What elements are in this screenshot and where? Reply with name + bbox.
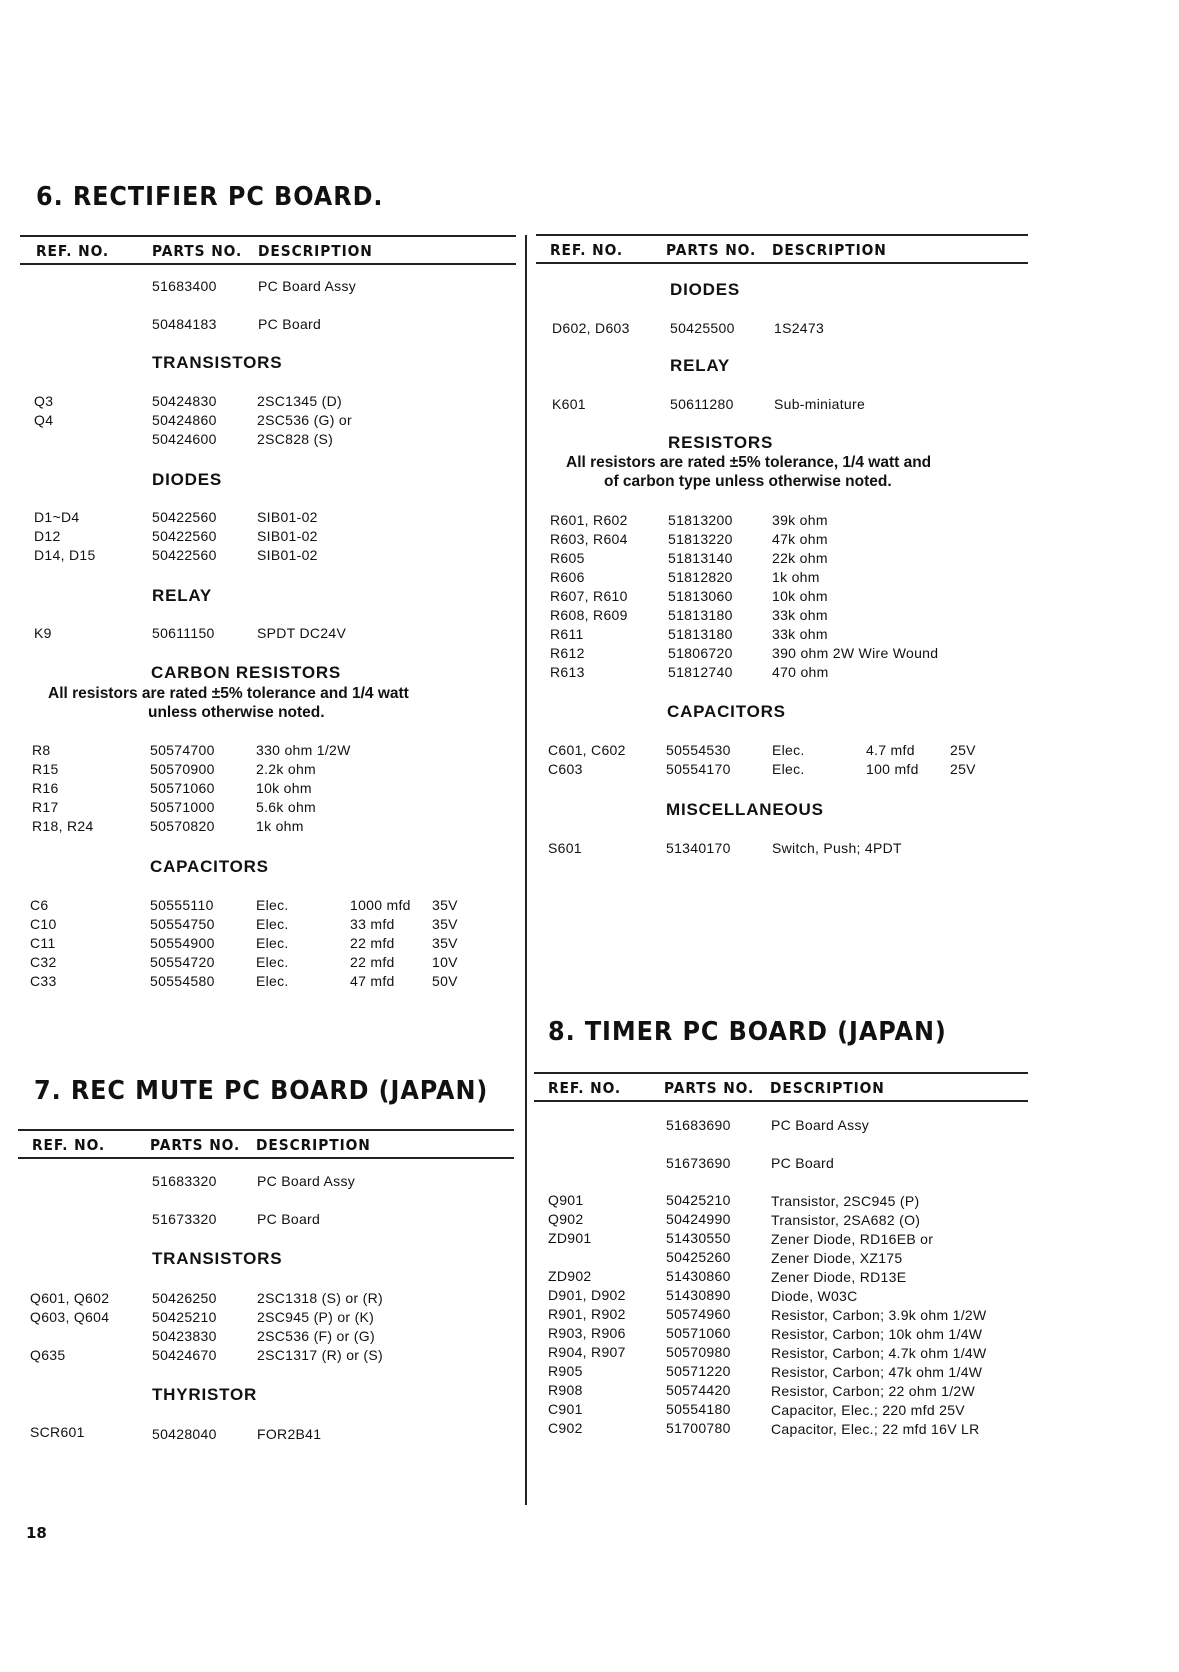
part-number: 50422560 xyxy=(152,528,217,544)
col-ref-no: REF. NO. xyxy=(548,1079,622,1097)
part-description: 1k ohm xyxy=(256,818,304,834)
ref-number: C32 xyxy=(30,954,57,970)
part-description: 33k ohm xyxy=(772,626,828,642)
ref-number: C603 xyxy=(548,761,583,777)
part-description: Diode, W03C xyxy=(771,1288,858,1304)
part-description: 33k ohm xyxy=(772,607,828,623)
part-description: Resistor, Carbon; 22 ohm 1/2W xyxy=(771,1383,976,1399)
ref-number: Q603, Q604 xyxy=(30,1309,110,1325)
ref-number: ZD901 xyxy=(548,1230,592,1246)
ref-number: R17 xyxy=(32,799,59,815)
part-description: 10k ohm xyxy=(256,780,312,796)
ref-number: C33 xyxy=(30,973,57,989)
part-number: 51813180 xyxy=(668,626,733,642)
part-description: SPDT DC24V xyxy=(257,625,347,641)
part-number: 51430550 xyxy=(666,1230,731,1246)
part-description: 2.2k ohm xyxy=(256,761,316,777)
part-description: Resistor, Carbon; 10k ohm 1/4W xyxy=(771,1326,983,1342)
part-description: PC Board Assy xyxy=(257,1173,356,1189)
part-number: 51813200 xyxy=(668,512,733,528)
col-parts-no: PARTS NO. xyxy=(666,241,757,259)
ref-number: R606 xyxy=(550,569,585,585)
part-number: 50424670 xyxy=(152,1347,217,1363)
group-heading-diodes: DIODES xyxy=(152,470,222,489)
part-description: 390 ohm 2W Wire Wound xyxy=(772,645,939,661)
ref-number: C902 xyxy=(548,1420,583,1436)
ref-number: D901, D902 xyxy=(548,1287,626,1303)
part-number: 50555110 xyxy=(150,897,214,913)
ref-number: R904, R907 xyxy=(548,1344,626,1360)
part-number: 50422560 xyxy=(152,547,217,563)
ref-number: R612 xyxy=(550,645,585,661)
part-number: 50570900 xyxy=(150,761,215,777)
ref-number: R903, R906 xyxy=(548,1325,626,1341)
section-8-title: 8. TIMER PC BOARD (JAPAN) xyxy=(548,1017,947,1047)
part-description: Transistor, 2SA682 (O) xyxy=(771,1212,921,1228)
resistor-note-line-2: unless otherwise noted. xyxy=(148,704,325,721)
part-number: 50423830 xyxy=(152,1328,217,1344)
ref-number: Q601, Q602 xyxy=(30,1290,110,1306)
ref-number: R8 xyxy=(32,742,51,758)
part-number: 50554170 xyxy=(666,761,731,777)
capacitance: 22 mfd xyxy=(350,954,395,970)
part-number: 51700780 xyxy=(666,1420,731,1436)
part-number: 50422560 xyxy=(152,509,217,525)
part-number: 50574700 xyxy=(150,742,215,758)
part-description: Zener Diode, RD16EB or xyxy=(771,1231,934,1247)
part-description: 1S2473 xyxy=(774,320,825,336)
part-description: Elec. xyxy=(256,935,289,951)
part-description: Elec. xyxy=(256,897,289,913)
ref-number: Q4 xyxy=(34,412,54,428)
part-description: 2SC536 (G) or xyxy=(257,412,352,428)
part-description: 2SC945 (P) or (K) xyxy=(257,1309,375,1325)
col-ref-no: REF. NO. xyxy=(36,242,110,260)
part-number: 50484183 xyxy=(152,316,217,332)
ref-number: C6 xyxy=(30,897,49,913)
ref-number: R15 xyxy=(32,761,59,777)
ref-number: C10 xyxy=(30,916,57,932)
column-divider xyxy=(525,235,527,1505)
ref-number: C601, C602 xyxy=(548,742,626,758)
part-number: 50554750 xyxy=(150,916,215,932)
ref-number: C11 xyxy=(30,935,56,951)
part-number: 51812820 xyxy=(668,569,733,585)
part-description: SIB01-02 xyxy=(257,547,318,563)
part-description: Resistor, Carbon; 47k ohm 1/4W xyxy=(771,1364,983,1380)
part-number: 51430860 xyxy=(666,1268,731,1284)
group-heading-relay: RELAY xyxy=(152,586,213,605)
part-number: 50424600 xyxy=(152,431,217,447)
part-number: 50424860 xyxy=(152,412,217,428)
col-parts-no: PARTS NO. xyxy=(152,242,243,260)
part-number: 51683320 xyxy=(152,1173,217,1189)
group-heading-transistors: TRANSISTORS xyxy=(152,1249,283,1268)
part-number: 50554530 xyxy=(666,742,731,758)
capacitance: 33 mfd xyxy=(350,916,395,932)
part-number: 51673320 xyxy=(152,1211,217,1227)
part-number: 50571060 xyxy=(150,780,215,796)
part-number: 50425500 xyxy=(670,320,735,336)
col-ref-no: REF. NO. xyxy=(550,241,624,259)
ref-number: S601 xyxy=(548,840,582,856)
part-description: PC Board xyxy=(771,1155,835,1171)
part-description: Sub-miniature xyxy=(774,396,866,412)
capacitance: 47 mfd xyxy=(350,973,395,989)
capacitance: 22 mfd xyxy=(350,935,395,951)
part-number: 51430890 xyxy=(666,1287,731,1303)
part-number: 51813220 xyxy=(668,531,733,547)
part-number: 50571220 xyxy=(666,1363,731,1379)
part-description: Zener Diode, XZ175 xyxy=(771,1250,903,1266)
part-description: Capacitor, Elec.; 22 mfd 16V LR xyxy=(771,1421,980,1437)
ref-number: Q902 xyxy=(548,1211,584,1227)
ref-number: R18, R24 xyxy=(32,818,94,834)
ref-number: R901, R902 xyxy=(548,1306,626,1322)
resistor-note-line-1: All resistors are rated ±5% tolerance, 1/4 watt and xyxy=(566,454,932,471)
voltage: 35V xyxy=(432,897,458,913)
voltage: 25V xyxy=(950,742,976,758)
part-description: 5.6k ohm xyxy=(256,799,316,815)
part-description: 39k ohm xyxy=(772,512,828,528)
part-number: 50611150 xyxy=(152,625,215,641)
part-description: 1k ohm xyxy=(772,569,820,585)
part-number: 51683400 xyxy=(152,278,217,294)
voltage: 50V xyxy=(432,973,458,989)
group-heading-resistors: RESISTORS xyxy=(668,433,774,452)
ref-number: D602, D603 xyxy=(552,320,630,336)
ref-number: R16 xyxy=(32,780,59,796)
part-number: 50554580 xyxy=(150,973,215,989)
part-number: 51812740 xyxy=(668,664,733,680)
part-number: 50428040 xyxy=(152,1426,217,1442)
ref-number: K601 xyxy=(552,396,586,412)
part-number: 50570980 xyxy=(666,1344,731,1360)
part-description: Transistor, 2SC945 (P) xyxy=(771,1193,920,1209)
ref-number: R601, R602 xyxy=(550,512,628,528)
part-description: 2SC828 (S) xyxy=(257,431,334,447)
table-header-s6-right xyxy=(536,234,1028,264)
resistor-note-line-1: All resistors are rated ±5% tolerance and 1/4 watt xyxy=(48,685,409,702)
part-description: Elec. xyxy=(772,761,805,777)
part-number: 50554900 xyxy=(150,935,215,951)
part-number: 50570820 xyxy=(150,818,215,834)
part-description: Elec. xyxy=(256,916,289,932)
part-description: PC Board Assy xyxy=(771,1117,870,1133)
capacitance: 4.7 mfd xyxy=(866,742,915,758)
capacitance: 1000 mfd xyxy=(350,897,411,913)
ref-number: R908 xyxy=(548,1382,583,1398)
ref-number: ZD902 xyxy=(548,1268,592,1284)
voltage: 35V xyxy=(432,916,458,932)
part-number: 51806720 xyxy=(668,645,733,661)
part-description: 22k ohm xyxy=(772,550,828,566)
voltage: 35V xyxy=(432,935,458,951)
part-description: 330 ohm 1/2W xyxy=(256,742,351,758)
part-description: 470 ohm xyxy=(772,664,829,680)
part-description: Elec. xyxy=(256,954,289,970)
part-description: SIB01-02 xyxy=(257,509,318,525)
ref-number: R608, R609 xyxy=(550,607,628,623)
part-number: 51673690 xyxy=(666,1155,731,1171)
table-header-s8 xyxy=(534,1072,1028,1102)
ref-number: R613 xyxy=(550,664,585,680)
col-description: DESCRIPTION xyxy=(256,1136,371,1154)
part-description: Resistor, Carbon; 3.9k ohm 1/2W xyxy=(771,1307,987,1323)
part-description: Capacitor, Elec.; 220 mfd 25V xyxy=(771,1402,965,1418)
part-description: 2SC1345 (D) xyxy=(257,393,343,409)
part-description: PC Board Assy xyxy=(258,278,357,294)
ref-number: R607, R610 xyxy=(550,588,628,604)
part-description: SIB01-02 xyxy=(257,528,318,544)
col-ref-no: REF. NO. xyxy=(32,1136,106,1154)
part-number: 50554720 xyxy=(150,954,215,970)
ref-number: D1~D4 xyxy=(34,509,80,525)
group-heading-capacitors: CAPACITORS xyxy=(667,702,786,721)
part-number: 50574420 xyxy=(666,1382,731,1398)
col-parts-no: PARTS NO. xyxy=(150,1136,241,1154)
part-number: 50571000 xyxy=(150,799,215,815)
part-description: PC Board xyxy=(257,1211,321,1227)
voltage: 10V xyxy=(432,954,458,970)
part-number: 50611280 xyxy=(670,396,734,412)
part-description: 47k ohm xyxy=(772,531,828,547)
part-description: Resistor, Carbon; 4.7k ohm 1/4W xyxy=(771,1345,987,1361)
part-number: 50425210 xyxy=(152,1309,217,1325)
part-description: Switch, Push; 4PDT xyxy=(772,840,902,856)
part-number: 50424990 xyxy=(666,1211,731,1227)
group-heading-carbon-resistors: CARBON RESISTORS xyxy=(151,663,342,682)
part-number: 50574960 xyxy=(666,1306,731,1322)
part-number: 50425260 xyxy=(666,1249,731,1265)
ref-number: R605 xyxy=(550,550,585,566)
voltage: 25V xyxy=(950,761,976,777)
part-description: Elec. xyxy=(256,973,289,989)
group-heading-capacitors: CAPACITORS xyxy=(150,857,269,876)
part-description: 2SC1318 (S) or (R) xyxy=(257,1290,383,1306)
ref-number: K9 xyxy=(34,625,52,641)
col-description: DESCRIPTION xyxy=(772,241,887,259)
part-description: PC Board xyxy=(258,316,322,332)
ref-number: R611 xyxy=(550,626,584,642)
ref-number: D14, D15 xyxy=(34,547,96,563)
part-number: 51340170 xyxy=(666,840,731,856)
part-number: 51813140 xyxy=(668,550,733,566)
part-number: 51813180 xyxy=(668,607,733,623)
col-description: DESCRIPTION xyxy=(258,242,373,260)
part-number: 51683690 xyxy=(666,1117,731,1133)
group-heading-transistors: TRANSISTORS xyxy=(152,353,283,372)
ref-number: Q901 xyxy=(548,1192,584,1208)
ref-number: D12 xyxy=(34,528,61,544)
section-7-title: 7. REC MUTE PC BOARD (JAPAN) xyxy=(34,1076,489,1106)
group-heading-thyristor: THYRISTOR xyxy=(152,1385,258,1404)
resistor-note-line-2: of carbon type unless otherwise noted. xyxy=(604,473,892,490)
capacitance: 100 mfd xyxy=(866,761,919,777)
section-6-title: 6. RECTIFIER PC BOARD. xyxy=(36,182,384,212)
col-parts-no: PARTS NO. xyxy=(664,1079,755,1097)
ref-number: C901 xyxy=(548,1401,583,1417)
table-header-s7 xyxy=(18,1129,514,1159)
ref-number: SCR601 xyxy=(30,1424,85,1440)
part-number: 50426250 xyxy=(152,1290,217,1306)
part-description: 10k ohm xyxy=(772,588,828,604)
ref-number: R603, R604 xyxy=(550,531,628,547)
part-number: 50424830 xyxy=(152,393,217,409)
ref-number: R905 xyxy=(548,1363,583,1379)
ref-number: Q3 xyxy=(34,393,54,409)
part-description: 2SC536 (F) or (G) xyxy=(257,1328,375,1344)
part-number: 50425210 xyxy=(666,1192,731,1208)
part-description: FOR2B41 xyxy=(257,1426,322,1442)
group-heading-diodes: DIODES xyxy=(670,280,740,299)
group-heading-relay: RELAY xyxy=(670,356,731,375)
page-number: 18 xyxy=(26,1524,47,1542)
part-description: Elec. xyxy=(772,742,805,758)
part-number: 50571060 xyxy=(666,1325,731,1341)
col-description: DESCRIPTION xyxy=(770,1079,885,1097)
ref-number: Q635 xyxy=(30,1347,66,1363)
part-number: 51813060 xyxy=(668,588,733,604)
part-description: 2SC1317 (R) or (S) xyxy=(257,1347,383,1363)
group-heading-miscellaneous: MISCELLANEOUS xyxy=(666,800,824,819)
part-number: 50554180 xyxy=(666,1401,731,1417)
part-description: Zener Diode, RD13E xyxy=(771,1269,907,1285)
table-header-s6-left xyxy=(20,235,516,265)
